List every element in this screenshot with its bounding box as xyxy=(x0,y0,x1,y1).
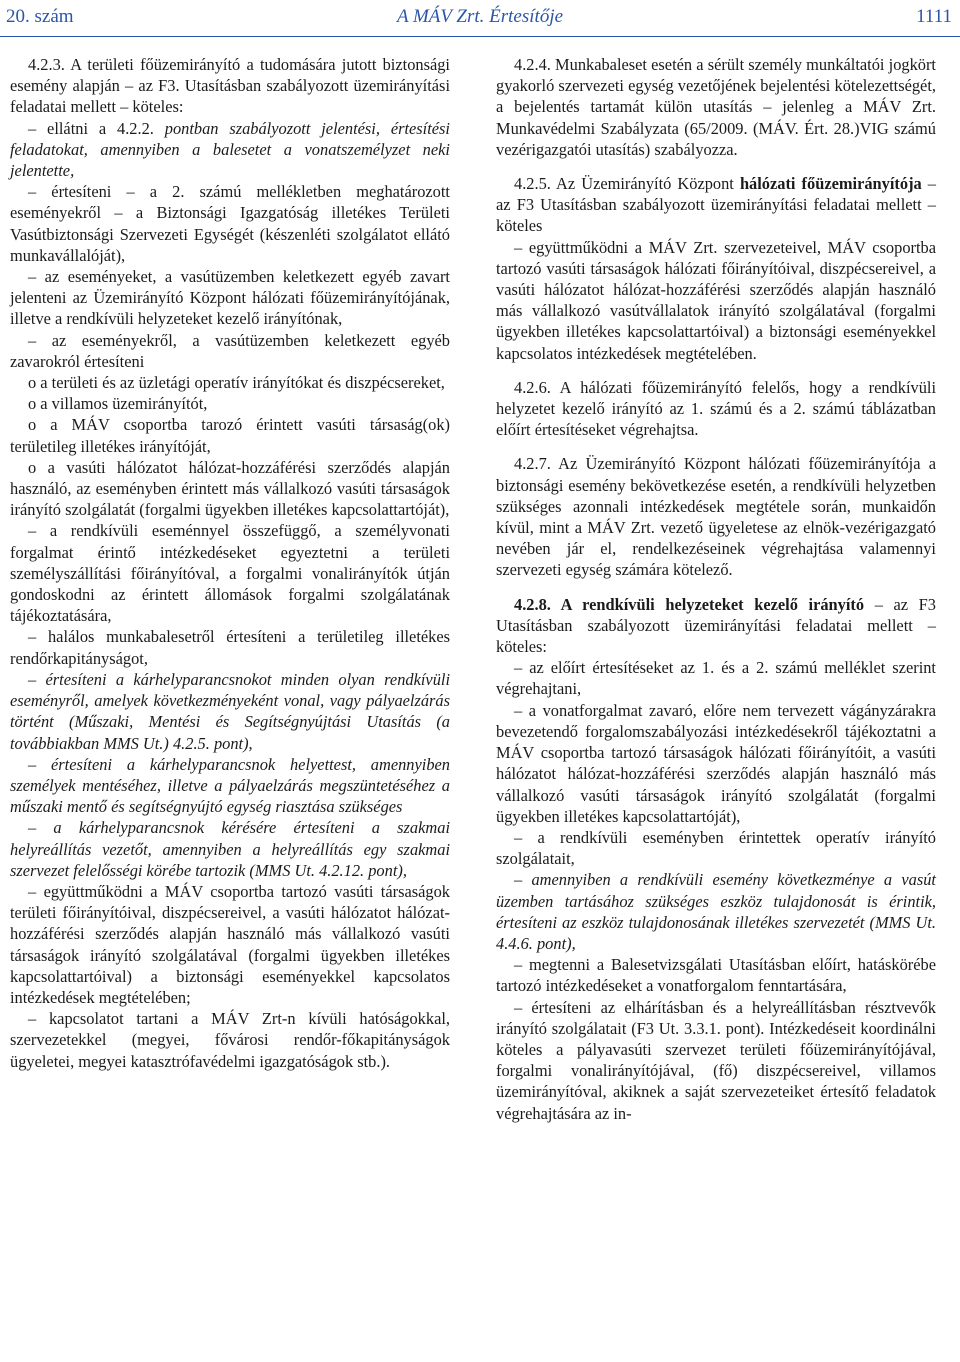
page-header xyxy=(0,0,960,36)
right-column xyxy=(496,54,936,1124)
paragraph: o a vasúti hálózatot hálózat-hozzáférési szerződés alapján használó, az eseményben érintett más vállalkozó vasúti társaságok irányító szolgálatát (forgalmi ügyekben illetékes kapcsolattartóját), xyxy=(10,457,450,520)
paragraph: 4.2.7. Az Üzemirányító Központ hálózati főüzemirányítója a biztonsági esemény bekövetkezése esetén, a rendkívüli helyzetben szükséges azonnali intézkedések megtétele során, munkaidőn kívül, mint a MÁV Zrt. vezető ügyeletese az elnök-vezérigazgató nevében jár el, rendelkezéseinek végrehajtása valamennyi szervezeti egység számára kötelező. xyxy=(496,454,936,580)
paragraph: o a villamos üzemirányítót, xyxy=(28,394,208,414)
paragraph: o a MÁV csoportba tarozó érintett vasúti társaság(ok) területileg illetékes irányítóját, xyxy=(10,415,450,456)
paragraph: – kapcsolatot tartani a MÁV Zrt-n kívüli hatóságokkal, szervezetekkel (megyei, fővárosi rendőr-főkapitányságok ügyeletei, megyei katasztrófavédelmi igazgatóságok stb.). xyxy=(10,1009,450,1071)
paragraph: – ellátni a 4.2.2. pontban szabályozott jelentési, értesítési feladatokat, amennyiben a balesetet a vonatszemélyzet neki jelentette, xyxy=(10,118,450,181)
paragraph: – értesíteni – a 2. számú mellékletben meghatározott eseményekről – a Biztonsági Igazgatóság illetékes Területi Vasútbiztonsági Szervezeti Egységét (készenléti szolgálatot ellátó munkavállalóját), xyxy=(10,182,450,265)
paragraph: – a vonatforgalmat zavaró, előre nem tervezett vágányzárakra bevezetendő forgalomszabályozási intézkedésekről tájékoztatni a MÁV csoportba tartozó társaságok hálózati főirányítóit, a vasúti hálózatot hálózat-hozzáférési szerződés alapján használó más vállalkozó vasúti társaságok irányító szolgálatát (forgalmi ügyekben illetékes kapcsolattartóját), xyxy=(496,700,936,826)
paragraph: – együttműködni a MÁV csoportba tartozó vasúti társaságok területi főirányítóival, diszpécsereivel, a vasúti hálózatot hálózat-hozzáférési szerződés alapján használó más vállalkozó vasúti társaságok irányító szolgálatával (forgalmi ügyekben illetékes kapcsolattartóival) a biztonsági eseményekkel kapcsolatos intézkedések megtételében; xyxy=(10,881,450,1007)
paragraph: – a kárhelyparancsnok kérésére értesíteni a szakmai helyreállítás vezetőt, amennyiben a helyreállítás egy szakmai szervezet felelősségi körébe tartozik (MMS Ut. 4.2.12. pont), xyxy=(10,818,450,880)
publication-title: A MÁV Zrt. Értesítője xyxy=(396,6,564,27)
paragraph: – az eseményekről, a vasútüzemben keletkezett egyéb zavarokról értesíteni xyxy=(10,330,450,371)
paragraph: 4.2.3. A területi főüzemirányító a tudomására jutott biztonsági esemény alapján – az F3. Utasításban szabályozott üzemirányítási feladatai mellett – köteles: xyxy=(10,55,450,117)
paragraph: – értesíteni a kárhelyparancsnok helyettest, amennyiben személyek mentéséhez, illetve a pályaelzárás megszüntetéséhez a műszaki mentő és segítségnyújtó egység riasztása szükséges xyxy=(10,754,450,817)
paragraph: – az előírt értesítéseket az 1. és a 2. számú melléklet szerint végrehajtani, xyxy=(496,658,936,699)
header-rule xyxy=(0,36,960,37)
paragraph: 4.2.6. A hálózati főüzemirányító felelős, hogy a rendkívüli helyzetet kezelő irányító az 1. számú és a 2. számú táblázatban előírt értesítéseket végrehajtsa. xyxy=(496,377,936,440)
paragraph: o a területi és az üzletági operatív irányítókat és diszpécsereket, xyxy=(28,373,445,393)
paragraph: – együttműködni a MÁV Zrt. szervezeteivel, MÁV csoportba tartozó vasúti társaságok hálózati főirányítóival, diszpécsereivel, a vasúti hálózatot hálózat-hozzáférési szerződés alapján használó más vállalkozó vasútvállalatok irányító szolgálatával (forgalmi ügyekben illetékes kapcsolattartóival) a biztonsági eseményekkel kapcsolatos intézkedések megtételében. xyxy=(496,237,936,363)
paragraph: – halálos munkabalesetről értesíteni a területileg illetékes rendőrkapitányságot, xyxy=(10,627,450,668)
paragraph: – értesíteni az elhárításban és a helyreállításban résztvevők irányító szolgálatait (F3 Ut. 3.3.1. pont). Intézkedéseit koordinálni köteles a pályavasúti szervezet területi főüzemirányítójával, forgalmi vonalirányítójával, (fő) diszpécsereivel, villamos üzemirányítóval, akiknek a saját szervezeteiket értesítő feladatok végrehajtására az in- xyxy=(496,997,936,1123)
paragraph: 4.2.4. Munkabaleset esetén a sérült személy munkáltatói jogkört gyakorló szervezeti egység vezetőjének bejelentési kötelezettségét, a bejelentés tartamát külön utasítás – jelenleg a MÁV Zrt. Munkavédelmi Szabályzata (65/2009. (MÁV. Ért. 28.)VIG számú vezérigazgatói utasítás) szabályozza. xyxy=(496,55,936,159)
paragraph: 4.2.8. A rendkívüli helyzeteket kezelő irányító – az F3 Utasításban szabályozott üzemirányítási feladatai mellett – köteles: xyxy=(496,594,936,657)
paragraph: 4.2.5. Az Üzemirányító Központ hálózati főüzemirányítója – az F3 Utasításban szabályozott üzemirányítási feladatai mellett – köteles xyxy=(496,174,937,236)
page-number: 1111 xyxy=(916,6,952,27)
paragraph: – az eseményeket, a vasútüzemben keletkezett egyéb zavart jelenteni az Üzemirányító Központ hálózati főüzemirányítójának, illetve a rendkívüli helyzeteket kezelő irányítónak, xyxy=(10,267,450,329)
paragraph: – értesíteni a kárhelyparancsnokot minden olyan rendkívüli eseményről, amelyek következményeként vonal, vagy pályaelzárás történt (Műszaki, Mentési és Segítségnyújtási Utasítás (a továbbiakban MMS Ut.) 4.2.5. pont), xyxy=(10,669,450,753)
paragraph: – a rendkívüli eseménnyel összefüggő, a személyvonati forgalmat érintő intézkedéseket egyeztetni a területi személyszállítási főirányítóval, a forgalmi vonalirányítók útján gondoskodni az érintett állomások forgalmi szolgálatának tájékoztatására, xyxy=(10,521,450,626)
issue-number: 20. szám xyxy=(6,6,74,27)
left-column xyxy=(10,54,450,1072)
paragraph: – amennyiben a rendkívüli esemény következménye a vasút üzemben tartásához szükséges eszköz tulajdonosát is érintik, értesíteni az eszköz tulajdonosának illetékes szervezetét (MMS Ut. 4.4.6. pont), xyxy=(496,870,936,953)
paragraph: – a rendkívüli eseményben érintettek operatív irányító szolgálatait, xyxy=(496,827,936,869)
paragraph: – megtenni a Balesetvizsgálati Utasításban előírt, hatáskörébe tartozó intézkedéseket a vonatforgalom fenntartására, xyxy=(496,955,936,996)
